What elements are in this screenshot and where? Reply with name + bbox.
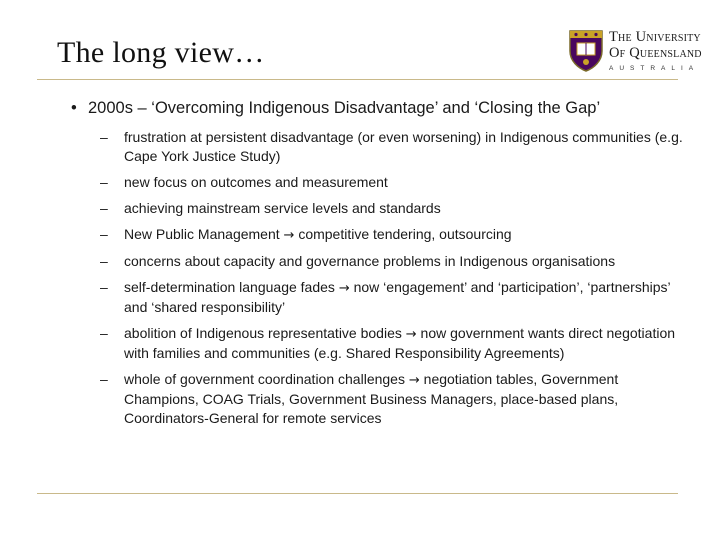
sub-bullet-text bbox=[124, 279, 670, 315]
sub-bullet-item bbox=[100, 173, 692, 192]
sub-bullet-dash: – bbox=[100, 371, 108, 387]
sub-bullet-item bbox=[100, 199, 692, 218]
sub-bullet-item bbox=[100, 278, 692, 317]
arrow-right-icon: → bbox=[405, 327, 417, 342]
slide-title: The long view… bbox=[57, 36, 265, 69]
sub-bullet-text-part: self-determination language fades bbox=[124, 279, 339, 295]
sub-bullet-text-part: New Public Management bbox=[124, 226, 284, 242]
arrow-right-icon: → bbox=[338, 281, 350, 296]
sub-bullet-text bbox=[124, 325, 675, 361]
title-divider bbox=[37, 79, 678, 80]
sub-bullet-dash: – bbox=[100, 325, 108, 341]
sub-bullet-item bbox=[100, 370, 692, 428]
sub-bullet-text-part: negotiation tables, Government Champions, COAG Trials, Government Business Managers, place-based plans, Coordinators-General for remote services bbox=[124, 371, 619, 426]
sub-bullet-text bbox=[124, 200, 441, 216]
arrow-right-icon: → bbox=[408, 373, 420, 388]
sub-bullet-dash: – bbox=[100, 279, 108, 295]
sub-bullet-text bbox=[124, 226, 512, 242]
sub-bullet-dash: – bbox=[100, 200, 108, 216]
sub-bullet-item bbox=[100, 324, 692, 363]
sub-bullet-text-part: abolition of Indigenous representative bodies bbox=[124, 325, 406, 341]
sub-bullet-text bbox=[124, 129, 683, 164]
slide-content bbox=[72, 98, 692, 435]
sub-bullet-text bbox=[124, 371, 618, 426]
sub-bullet-text bbox=[124, 253, 615, 269]
sub-bullet-text-part: competitive tendering, outsourcing bbox=[294, 226, 512, 242]
sub-bullet-dash: – bbox=[100, 129, 108, 145]
sub-bullet-text-part: whole of government coordination challenges bbox=[124, 371, 409, 387]
sub-bullet-text-part: now government wants direct negotiation with families and communities (e.g. Shared Responsibility Agreements) bbox=[124, 325, 676, 361]
main-bullet-text: 2000s – ‘Overcoming Indigenous Disadvantage’ and ‘Closing the Gap’ bbox=[88, 99, 601, 117]
sub-bullet-text bbox=[124, 174, 388, 190]
sub-bullet-item bbox=[100, 252, 692, 271]
bullet-dot: • bbox=[71, 99, 77, 117]
sub-bullet-list bbox=[100, 128, 692, 428]
logo-line-3: AUSTRALIA bbox=[609, 65, 700, 72]
logo-line-1: The University bbox=[609, 29, 701, 45]
sub-bullet-dash: – bbox=[100, 226, 108, 242]
main-bullet bbox=[72, 98, 692, 118]
sub-bullet-dash: – bbox=[100, 253, 108, 269]
sub-bullet-text-part: frustration at persistent disadvantage (or even worsening) in Indigenous communities (e.g. Cape York Justice Study) bbox=[124, 129, 683, 164]
logo-line-2: Of Queensland bbox=[609, 44, 702, 61]
footer-divider bbox=[37, 493, 678, 494]
sub-bullet-dash: – bbox=[100, 174, 108, 190]
sub-bullet-text-part: new focus on outcomes and measurement bbox=[124, 174, 388, 190]
sub-bullet-text-part: concerns about capacity and governance problems in Indigenous organisations bbox=[124, 253, 616, 269]
sub-bullet-item bbox=[100, 225, 692, 245]
sub-bullet-item bbox=[100, 128, 692, 166]
arrow-right-icon: → bbox=[283, 228, 295, 243]
sub-bullet-text-part: now ‘engagement’ and ‘participation’, ‘partnerships’ and ‘shared responsibility’ bbox=[124, 279, 671, 315]
uq-wordmark bbox=[609, 30, 702, 73]
uq-logo bbox=[565, 27, 713, 75]
uq-crest-icon bbox=[567, 29, 605, 73]
sub-bullet-text-part: achieving mainstream service levels and standards bbox=[124, 200, 441, 216]
